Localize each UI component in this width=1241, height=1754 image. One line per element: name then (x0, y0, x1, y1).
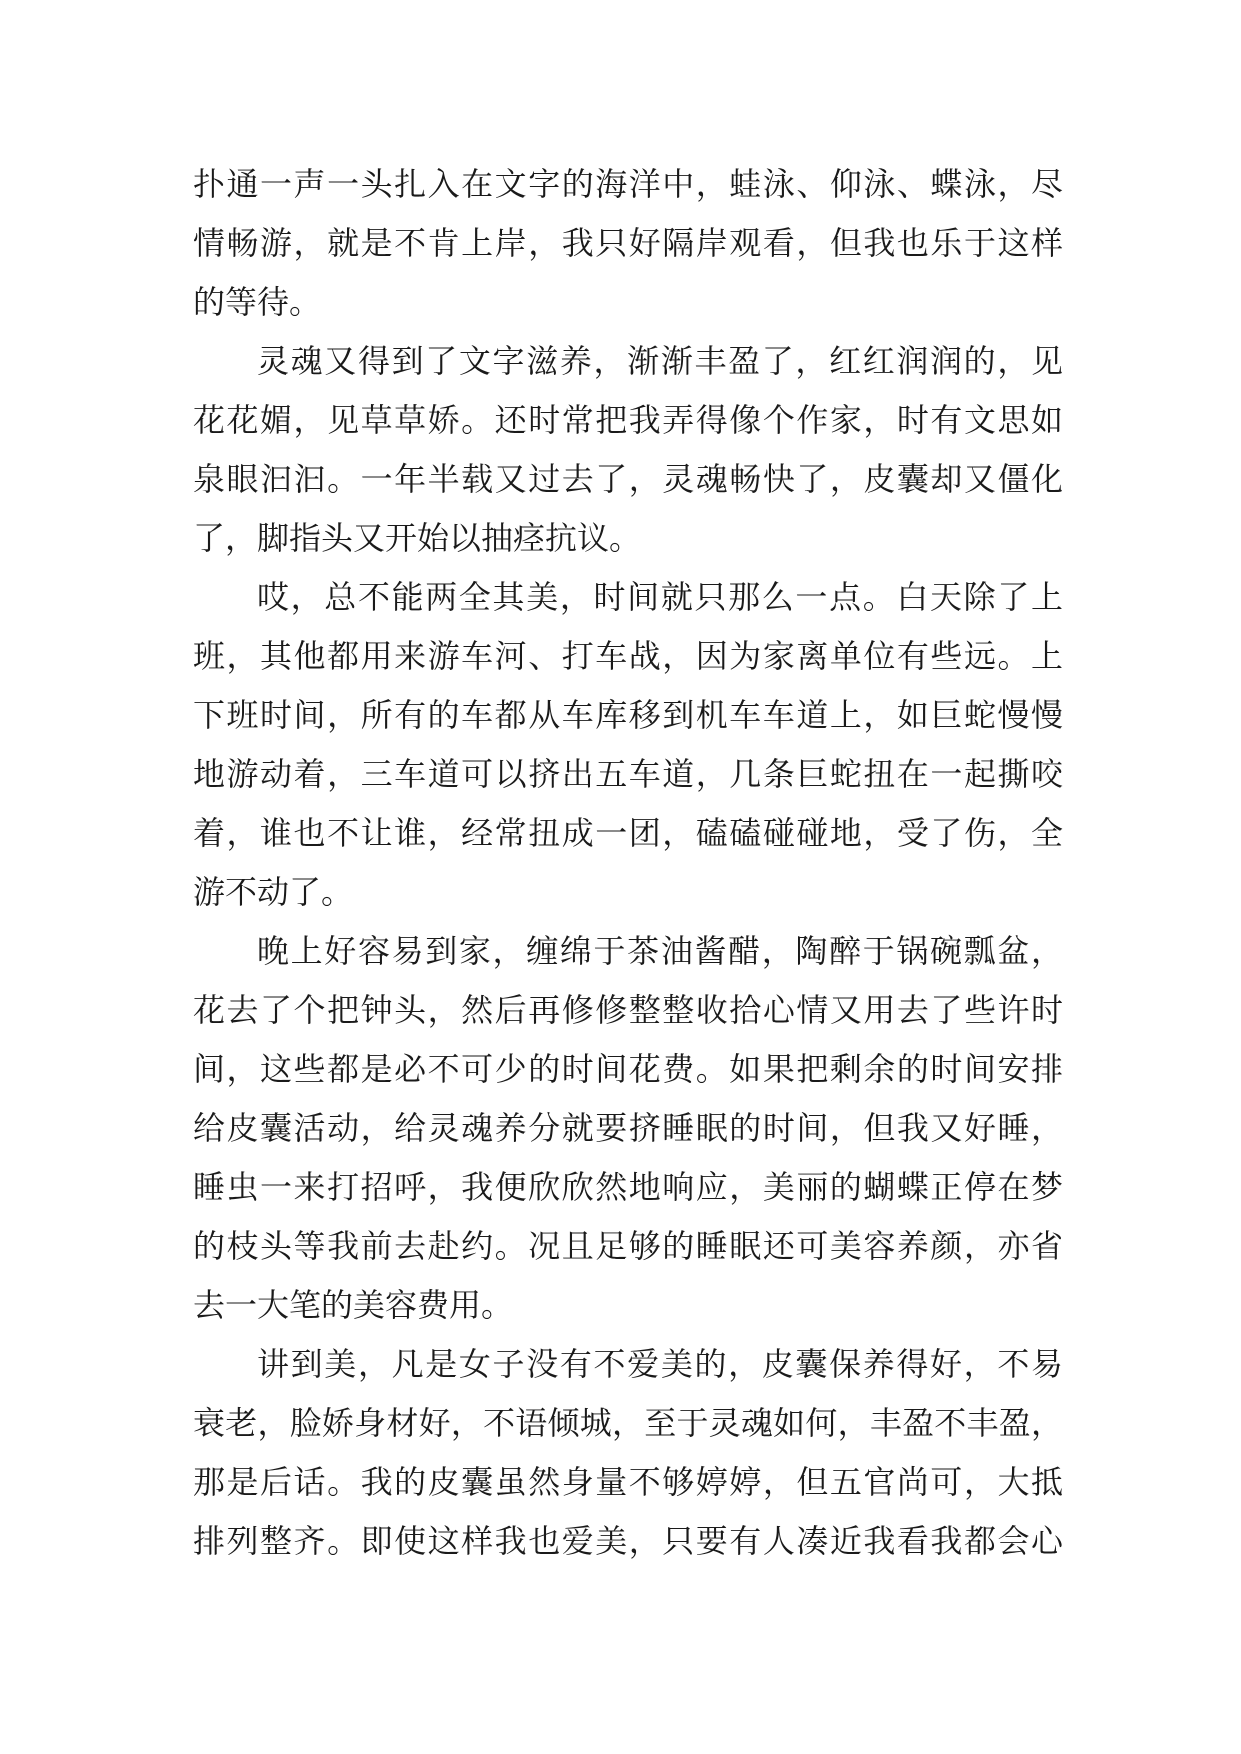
text-line: 给皮囊活动，给灵魂养分就要挤睡眠的时间，但我又好睡， (193, 1109, 1063, 1147)
text-line: 花去了个把钟头，然后再修修整整收拾心情又用去了些许时 (193, 991, 1063, 1029)
text-line: 那是后话。我的皮囊虽然身量不够婷婷，但五官尚可，大抵 (193, 1463, 1063, 1501)
paragraph-5 (193, 1335, 1063, 1571)
text-line: 讲到美，凡是女子没有不爱美的，皮囊保养得好，不易 (257, 1345, 1063, 1383)
text-line: 晚上好容易到家，缠绵于茶油酱醋，陶醉于锅碗瓢盆， (257, 932, 1063, 970)
paragraph-4 (193, 922, 1063, 1335)
text-line: 着，谁也不让谁，经常扭成一团，磕磕碰碰地，受了伤，全 (193, 814, 1063, 852)
paragraph-3 (193, 568, 1063, 922)
text-line: 去一大笔的美容费用。 (193, 1286, 514, 1324)
body-text (193, 155, 1063, 1571)
paragraph-2 (193, 332, 1063, 568)
text-line: 花花媚，见草草娇。还时常把我弄得像个作家，时有文思如 (193, 401, 1063, 439)
text-line: 的枝头等我前去赴约。况且足够的睡眠还可美容养颜，亦省 (193, 1227, 1063, 1265)
text-line: 了，脚指头又开始以抽痉抗议。 (193, 519, 642, 557)
text-line: 班，其他都用来游车河、打车战，因为家离单位有些远。上 (193, 637, 1063, 675)
text-line: 地游动着，三车道可以挤出五车道，几条巨蛇扭在一起撕咬 (193, 755, 1063, 793)
text-line: 情畅游，就是不肯上岸，我只好隔岸观看，但我也乐于这样 (193, 224, 1063, 262)
text-line: 排列整齐。即使这样我也爱美，只要有人凑近我看我都会心 (193, 1522, 1063, 1560)
text-line: 灵魂又得到了文字滋养，渐渐丰盈了，红红润润的，见 (257, 342, 1063, 380)
text-line: 的等待。 (193, 283, 322, 321)
text-line: 泉眼汩汩。一年半载又过去了，灵魂畅快了，皮囊却又僵化 (193, 460, 1063, 498)
text-line: 游不动了。 (193, 873, 354, 911)
text-line: 扑通一声一头扎入在文字的海洋中，蛙泳、仰泳、蝶泳，尽 (193, 165, 1063, 203)
text-line: 下班时间，所有的车都从车库移到机车车道上，如巨蛇慢慢 (193, 696, 1063, 734)
text-line: 哎，总不能两全其美，时间就只那么一点。白天除了上 (257, 578, 1063, 616)
text-line: 衰老，脸娇身材好，不语倾城，至于灵魂如何，丰盈不丰盈， (193, 1404, 1063, 1442)
text-line: 睡虫一来打招呼，我便欣欣然地响应，美丽的蝴蝶正停在梦 (193, 1168, 1063, 1206)
paragraph-1 (193, 155, 1063, 332)
text-line: 间，这些都是必不可少的时间花费。如果把剩余的时间安排 (193, 1050, 1063, 1088)
